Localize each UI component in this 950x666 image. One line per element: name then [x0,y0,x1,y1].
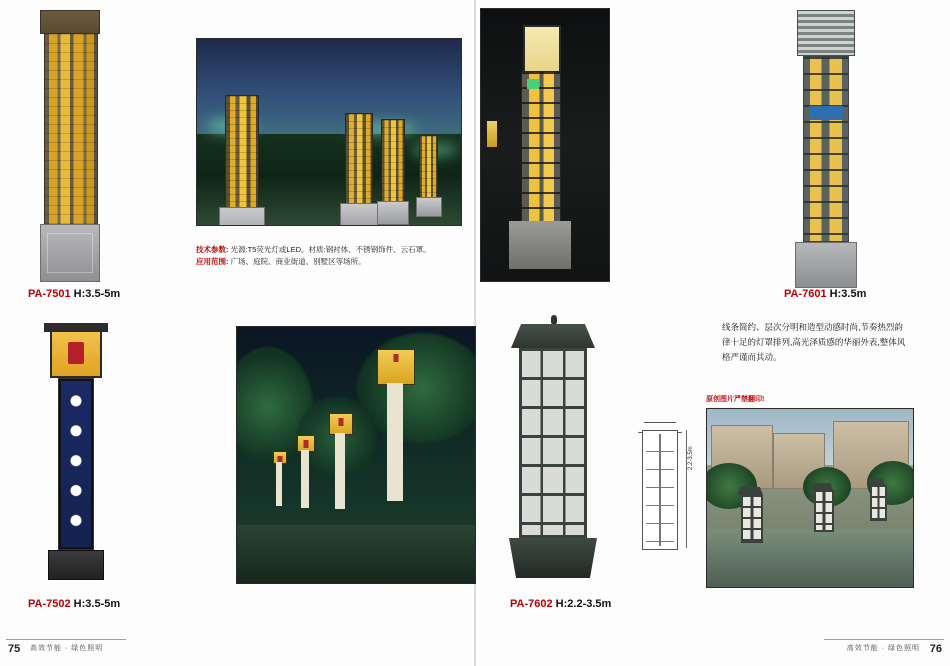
product-code: PA-7602 [510,598,553,610]
product-render-pa-7602 [505,315,601,585]
product-code: PA-7601 [784,288,827,300]
technical-drawing-pa-7602 [630,430,700,560]
avenue-night-photo [236,326,476,584]
lantern-base [509,538,597,578]
lantern-body [519,348,587,538]
product-code: PA-7502 [28,598,71,610]
caption-pa-7601 [784,288,866,300]
caption-pa-7501 [28,288,120,300]
product-code: PA-7501 [28,288,71,300]
page-number-left: 75 [8,643,21,655]
blue-accent-panel [809,106,843,120]
spec-block [196,244,446,268]
pole-body [58,378,94,550]
product-height: H:3.5-5m [73,288,121,300]
dimension-line [686,430,687,548]
column-cap [40,10,100,34]
product-height: H:3.5m [829,288,867,300]
drawing-body [642,430,678,550]
column-base [795,242,857,288]
column-base [40,224,100,282]
product-height: H:2.2-3.5m [555,598,612,610]
column-body [803,56,849,242]
footer-text-left: 高效节能 · 绿色照明 [30,645,104,652]
spec-usage-label: 应用范围: [196,257,229,266]
roof-finial [551,315,557,325]
product-render-pa-7502 [40,330,112,592]
product-height: H:3.5-5m [73,598,121,610]
lantern-head [50,330,102,378]
photo-copyright-note: 原创图片严禁翻印! [706,396,765,403]
product-render-pa-7601 [793,10,859,290]
louver-top [797,10,855,56]
spec-usage-text: 广场、庭院、商业街道、别墅区等场所。 [230,257,366,266]
spec-param-text: 光源:T5荧光灯或LED。材质:钢衬体、不锈钢饰件、云石罩。 [230,245,431,254]
caption-pa-7502 [28,598,120,610]
page-number-right: 76 [929,643,942,655]
wall-column-night-photo [480,8,610,282]
dimension-label: 2.2-3.5m [688,446,694,470]
caption-pa-7602 [510,598,611,610]
column-body [44,34,98,224]
residential-daytime-photo [706,408,914,588]
product-description: 线条简约、层次分明和造型动感时尚,节奏热烈韵律十足的灯罩排列,高光泽质感的华丽外表,整体风格严谨而其动。 [722,322,906,362]
footer-text-right: 高效节能 · 绿色照明 [846,645,920,652]
pole-base [48,550,104,580]
product-render-pa-7501 [40,10,100,282]
lantern-roof [511,324,595,348]
plaza-night-photo [196,38,462,226]
spec-param-label: 技术参数: [196,245,229,254]
